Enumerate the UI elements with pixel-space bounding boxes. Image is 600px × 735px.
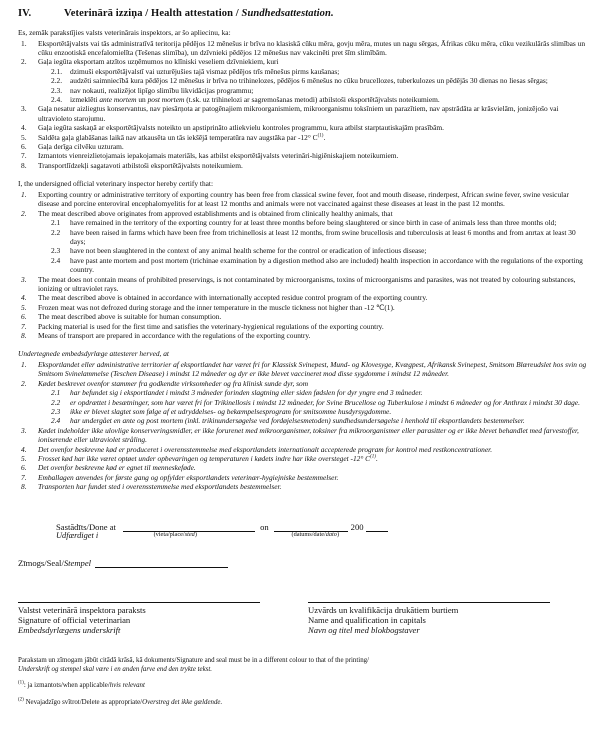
list-item <box>18 482 592 491</box>
name-label-lv: Uzvārds un kvalifikācija drukātiem burtiem <box>308 604 459 615</box>
item-text: Packing material is used for the first time and satisfies the veterinary-hygienical regulations of the exporting country. <box>38 321 384 331</box>
signature-area <box>0 522 600 707</box>
item-number: 6. <box>21 312 27 322</box>
item-number: 8. <box>21 482 27 492</box>
list-item <box>38 86 592 95</box>
item-number: 7. <box>21 151 27 161</box>
item-number: 2.3. <box>51 85 63 95</box>
list-item <box>38 388 592 397</box>
item-number: 5. <box>21 302 27 312</box>
item-number: 1. <box>21 38 27 48</box>
place-hint <box>109 531 241 540</box>
item-text: Transportlīdzekļi sagatavoti atbilstoši eksportētājvalsts noteikumiem. <box>38 160 243 170</box>
item-number: 5. <box>21 132 27 142</box>
danish-list <box>18 360 592 492</box>
list-item <box>18 463 592 472</box>
list-item <box>18 312 592 321</box>
date-hint-italic: dato <box>325 530 337 538</box>
item-text <box>38 454 592 463</box>
list-item <box>38 67 592 76</box>
item-number: 5. <box>21 454 27 464</box>
item-number: 2.4 <box>51 416 61 426</box>
item-text-a: izmeklēti <box>70 95 100 105</box>
footnote-1 <box>18 681 592 690</box>
footnote-2-italic: Overstreg det ikke gældende. <box>142 698 223 706</box>
item-text: audzēti saimniecībā kura pēdējos 12 mēnešus ir brīva no trihinelozes, pēdējos 6 mēnešus no cūku brucellozes, tuberkulozes un pēdējās 30 dienas no liesas sērgas; <box>70 76 548 86</box>
list-item <box>38 407 592 416</box>
item-text: Frozen meat was not defrozed during storage and the inner temperature in the muscle tickness not higher than -12 ℃(1). <box>38 302 395 312</box>
item-number: 3. <box>21 104 27 114</box>
item-text: Det ovenfor beskrevne kød er egnet til menneskeføde. <box>38 463 196 473</box>
list-item <box>38 246 592 255</box>
item-number: 2.3 <box>51 246 61 256</box>
item-text: have past ante mortem and post mortem (trichinae examination by a digestion method also are included) health inspection in accordance with the regulations of the exporting country. <box>70 255 583 275</box>
date-hint-plain: (datums/date/ <box>291 530 326 538</box>
item-number: 2.1. <box>51 66 63 76</box>
signature-label-en: Signature of official veterinarian <box>18 615 131 626</box>
item-number: 2. <box>21 208 27 218</box>
item-number: 2. <box>21 378 27 388</box>
date-hint <box>263 531 367 540</box>
footnote-ref: (1) <box>317 133 324 139</box>
list-item <box>18 360 592 379</box>
signature-column-left <box>18 602 260 636</box>
list-item <box>18 275 592 294</box>
item-number: 7. <box>21 321 27 331</box>
latvian-list <box>18 39 592 171</box>
list-item <box>18 379 592 426</box>
footnote-2-plain: Nevajadzīgo svītrot/Delete as appropriate/ <box>23 698 143 706</box>
item-text: har befundet sig i eksportlandet i mindst 3 måneder forinden slagtning eller siden fødslen for dyr yngre end 3 måneder. <box>70 388 423 398</box>
list-item <box>18 39 592 58</box>
footnote-colour-note-da: Underskrift og stempel skal være i en anden farve end den trykte tekst. <box>18 666 212 674</box>
list-item <box>18 445 592 454</box>
item-text: Means of transport are prepared in accordance with the regulations of the exporting country. <box>38 330 311 340</box>
list-item <box>38 228 592 247</box>
item-text: Gaļa iegūta eksportam atzītos uzņēmumos no klīniski veseliem dzīvniekiem, kuri <box>38 57 279 67</box>
item-text-post-mortem: post mortem <box>147 95 185 105</box>
item-text: nav nokauti, realizējot lipīgo slimību likvidācijas programmu; <box>70 85 254 95</box>
item-text-e: (t.sk. uz trihinelozi ar sagremošanas metodi) atbilstoši eksportētājvalsts noteikumiem. <box>184 95 440 105</box>
item-text: The meat described above is obtained in accordance with internationally accepted residue control program of the exporting country. <box>38 293 428 303</box>
list-item <box>18 104 592 123</box>
item-text-pre: Saldēta gaļa glabāšanas laikā nav atkausēta un tās iekšējā temperatūra nav augstāka par -12° C <box>38 132 318 142</box>
list-item <box>18 133 592 142</box>
item-number: 2.1 <box>51 388 61 398</box>
list-item <box>18 142 592 151</box>
place-hint-plain: (vieta/place/ <box>153 530 185 538</box>
list-item <box>18 123 592 132</box>
item-text: ikke er blevet slagtet som følge af et udryddelses- og bekæmpelsesprogram for smitsomme husdyrsygdomme. <box>70 407 392 416</box>
seal-label <box>18 558 91 568</box>
item-text: Emballagen anvendes for første gang og opfylder eksportlandets veterinær-hygiejniske bestemmelser. <box>38 472 339 482</box>
footnote-1-mark: (1) <box>18 681 24 687</box>
item-number: 2.2. <box>51 76 63 86</box>
item-text: have remained in the territory of the exporting country for at least three months before being slaughtered or since birth in case of animals less than three months old; <box>70 218 557 228</box>
name-label-da: Navn og titel med blokbogstaver <box>308 625 420 636</box>
danish-sublist <box>38 388 592 426</box>
item-text: Exporting country or administrative territory of exporting country has been free from classical swine fever, foot and mouth disease, rinderpest, African swine fever, swine vesicular disease and porcine enteroviral encephalomyelitis for at least 12 months and animals were not vaccinated against these diseases at least in the past 12 months. <box>38 189 569 209</box>
item-text-post: . <box>323 132 326 142</box>
list-item <box>18 322 592 331</box>
footnote-colour-note <box>18 656 592 665</box>
item-text <box>38 133 592 142</box>
latvian-lead: Es, zemāk parakstījies valsts veterinārais inspektors, ar šo apliecinu, ka: <box>18 28 231 37</box>
item-text: Kødet indeholder ikke ulovlige konserveringsmidler, er ikke forurenet med mikroorganismer, toksiner fra mikroorganismer eller parasitter og er ikke blevet behandlet med farvestoffer, ioniserende eller ultraviolet stråling. <box>38 425 579 445</box>
list-item <box>18 473 592 482</box>
list-item <box>38 76 592 85</box>
place-hint-italic: sted <box>184 530 195 538</box>
list-item <box>18 426 592 445</box>
signature-label-da: Embedsdyrlægens underskrift <box>18 625 121 636</box>
name-label-en: Name and qualification in capitals <box>308 615 426 626</box>
section-latvian <box>0 28 600 170</box>
item-text: har undergået en ante og post mortem (inkl. trikinundersøgelse ved fordøjelsesmetoden) sundhedsundersøgelse i henhold til eksportlandets bestemmelser. <box>70 416 525 426</box>
on-label: on <box>260 521 269 532</box>
footnote-ref: (1) <box>370 454 376 460</box>
list-item <box>18 303 592 312</box>
year-suffix-input[interactable] <box>366 522 388 532</box>
list-item <box>18 57 592 104</box>
list-item <box>38 218 592 227</box>
list-item <box>38 256 592 275</box>
item-text-ante-mortem: ante mortem <box>99 95 137 105</box>
item-number: 1. <box>21 189 27 199</box>
item-text: The meat does not contain means of prohibited preservings, is not contaminated by microorganisms, toxins of microorganisms and parasites, was not treated by colouring substances, ionizing or ultraviolet rays. <box>38 274 576 293</box>
list-item <box>18 331 592 340</box>
item-text-pre: Frosset kød har ikke været optøet under opbevaringen og temperaturen i kødets indre har ikke oversteget -12° C <box>38 454 371 464</box>
item-number: 6. <box>21 142 27 152</box>
item-text: The meat described above is suitable for human consumption. <box>38 312 222 322</box>
item-text: Transporten har fundet sted i overensstemmelse med eksportlandets bestemmelser. <box>38 482 282 492</box>
seal-label-plain: Zīmogs/Seal/ <box>18 557 64 568</box>
item-text: Gaļa derīga cilvēku uzturam. <box>38 142 124 152</box>
item-number: 1. <box>21 359 27 369</box>
item-number: 2.4. <box>51 95 63 105</box>
list-item <box>18 151 592 160</box>
item-text: Gaļa nesatur aizliegtus konservantus, nav piesārņota ar patogēnajiem mikroorganismiem, mikroorganismu toksīniem un parazītiem, nav apstrādāta ar krāsvielām, jonizējošo vai ultravioleto starojumu. <box>38 104 559 123</box>
seal-input[interactable] <box>95 558 228 568</box>
section-danish <box>0 349 600 491</box>
list-item <box>38 398 592 407</box>
footnote-colour-note-plain: Parakstam un zīmogam jābūt citādā krāsā, kā dokuments/Signature and seal must be in a different colour to that of the printing/ <box>18 657 370 665</box>
item-number: 2.4 <box>51 255 61 265</box>
item-text: Eksportlandet eller administrative territorier af eksportlandet har været fri for Klassisk Svinepest, Mund- og Klovesyge, Kvægpest, Afrikansk Svinepest, Smitsom Blæreudslet hos svin og Smitsom Svinelammelse (Teschen Disease) i mindst 12 måneder og dyr er ikke blevet vaccineret mod disse sygdomme i mindst 12 måneder. <box>38 359 587 379</box>
item-text: dzimuši eksportētājvalstī vai uzturējušies tajā vismaz pēdējos trīs mēnešus pirms kaušanas; <box>70 66 340 76</box>
section-english <box>0 179 600 340</box>
done-at-label: Sastādīts/Done at <box>56 521 119 532</box>
list-item <box>18 454 592 463</box>
date-hint-end: ) <box>336 530 340 538</box>
item-text: Eksportētājvalsts vai tās administratīvā teritorija pēdējos 12 mēnešus ir brīva no klasiskā cūku mēra, govju mēra, mutes un nagu sērgas, Āfrikas cūku mēra, cūku vezikulārās slimības un cūku enzootiskā encefalomielīta (Tešenas slimība), un dzīvnieki pēdējos 12 mēnešus nav vakcinēti pret šīm slimībām. <box>38 38 586 57</box>
title-plain: Veterinārā izziņa / Health attestation / <box>64 8 242 19</box>
item-text: Izmantots vienreizlietojamais iepakojamais materiāls, kas atbilst eksportētājvalsts veterināri-higiēniskajiem noteikumiem. <box>38 151 399 161</box>
signature-line[interactable] <box>18 602 260 603</box>
english-sublist <box>38 218 592 274</box>
item-text-c: un <box>136 95 148 105</box>
footnote-1-italic: hvis relevant <box>109 682 145 690</box>
footnote-2 <box>18 698 592 707</box>
item-number: 2. <box>21 57 27 67</box>
place-hint-end: ) <box>194 530 197 538</box>
title-italic: Sundhedsattestation. <box>241 8 334 19</box>
section-numeral: IV. <box>18 8 32 19</box>
item-number: 2.2 <box>51 397 61 407</box>
footnotes <box>18 656 592 707</box>
seal-row <box>18 558 592 568</box>
list-item <box>38 95 592 104</box>
name-line[interactable] <box>308 602 550 603</box>
list-item <box>18 161 592 170</box>
list-item <box>18 209 592 275</box>
item-number: 4. <box>21 444 27 454</box>
item-number: 6. <box>21 463 27 473</box>
list-item <box>18 190 592 209</box>
item-text: have not been slaughtered in the context of any animal health scheme for the control or eradication of infectious disease; <box>70 246 427 256</box>
item-text: Gaļa iegūta saskaņā ar eksportētājvalsts noteikto un apstiprināto atliekvielu kontroles programmu, kura atbilst starptautiskajām prasībām. <box>38 123 444 133</box>
item-text: Det ovenfor beskrevne kød er produceret i overensstemmelse med eksportlandets internationalt accepterede program for kontrol med restkoncentrationer. <box>38 444 493 454</box>
item-number: 2.1 <box>51 218 61 228</box>
item-text: have been raised in farms which have been free from trichinellosis at least 12 months, from swine brucellosis and tuberculosis at least 6 months and from anrtax at least 30 days; <box>70 227 576 246</box>
latvian-sublist <box>38 67 592 105</box>
seal-label-italic: Stempel <box>63 557 92 568</box>
item-number: 4. <box>21 293 27 303</box>
item-number: 8. <box>21 330 27 340</box>
signature-label-lv: Valstst veterinārā inspektora paraksts <box>18 604 146 615</box>
item-number: 2.2 <box>51 227 61 237</box>
english-list <box>18 190 592 341</box>
list-item <box>18 293 592 302</box>
udfaerdiget-label: Udfærdiget i <box>56 530 99 540</box>
item-number: 7. <box>21 472 27 482</box>
item-number: 4. <box>21 123 27 133</box>
item-number: 2.3 <box>51 407 61 416</box>
item-number: 8. <box>21 160 27 170</box>
item-text: The meat described above originates from approved establishments and is obtained from clinically healthy animals, that <box>38 208 393 218</box>
footnote-1-plain: : ja izmantots/when applicable/ <box>23 682 110 690</box>
english-lead: I, the undersigned official veterinary inspector hereby certify that: <box>18 179 214 189</box>
item-number: 3. <box>21 274 27 284</box>
signature-column-right <box>308 602 550 636</box>
signature-grid <box>18 602 592 636</box>
page-title <box>0 0 600 19</box>
item-text: Kødet beskrevet ovenfor stammer fra godkendte virksomheder og fra klinisk sunde dyr, som <box>38 378 309 388</box>
done-at-hints-row <box>18 531 592 540</box>
footnote-2-mark: (2) <box>18 697 24 703</box>
list-item <box>38 416 592 425</box>
item-number: 3. <box>21 425 27 435</box>
item-text <box>70 95 592 104</box>
item-text: er opdrættet i besætninger, som har været fri for Trikinellosis i mindst 12 måneder, for Svine Brucellose og Tuberkulose i mindst 6 måneder og for Anthrax i mindst 30 dage. <box>70 397 580 407</box>
item-text-post: . <box>375 454 378 464</box>
danish-lead: Undertegnede embedsdyrlæge attesterer herved, at <box>18 349 169 359</box>
year-prefix: 200 <box>350 521 364 532</box>
